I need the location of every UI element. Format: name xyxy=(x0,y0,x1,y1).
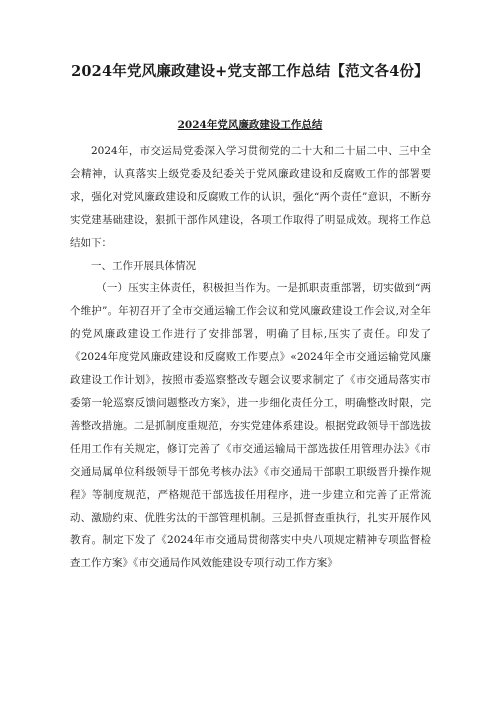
body-paragraph: （一）压实主体责任，积极担当作为。一是抓职责重部署，切实做到“两个维护”。年初召开了全市交通运输工作会议和党风廉政建设工作会议,对全年的党风廉政建设工作进行了安排部署，明确了目标,压实了责任。印发了《2024年度党风廉政建设和反腐败工作要点》«2024年全市交通运输党风廉政建设工作计划》，按照市委巡察整改专题会议要求制定了《市交通局落实市委第一轮巡察反馈问题整改方案》，进一步细化责任分工，明确整改时限，完善整改措施。二是抓制度重规范，夯实党建体系建设。根据党政领导干部选拔任用工作有关规定，修订完善了《市交通运输局干部选拔任用管理办法》《市交通局属单位科级领导干部免考核办法》《市交通局干部职工职级晋升操作规程》等制度规范，严格规范干部选拔任用程序，进一步建立和完善了正常流动、激励约束、优胜劣汰的干部管理机制。三是抓督查重执行，扎实开展作风教育。制定下发了《2024年市交通局贯彻落实中央八项规定精神专项监督检查工作方案》《市交通局作风效能建设专项行动工作方案》 xyxy=(70,282,431,570)
subsection-heading: 一、工作开展具体情况 xyxy=(91,259,196,272)
document-title: 2024年党风廉政建设+党支部工作总结【范文各4份】 xyxy=(71,63,429,80)
section-title: 2024年党风廉政建设工作总结 xyxy=(177,119,323,131)
intro-paragraph: 2024年，市交运局党委深入学习贯彻党的二十大和二十届二中、三中全会精神，认真落实上级党委及纪委关于党风廉政建设和反腐败工作的部署要求，强化对党风廉政建设和反腐败工作的认识，强化“两个责任”意识，不断夯实党建基础建设，狠抓干部作风建设，各项工作取得了明显成效。现将工作总结如下： xyxy=(70,145,431,249)
document-body xyxy=(70,140,431,575)
